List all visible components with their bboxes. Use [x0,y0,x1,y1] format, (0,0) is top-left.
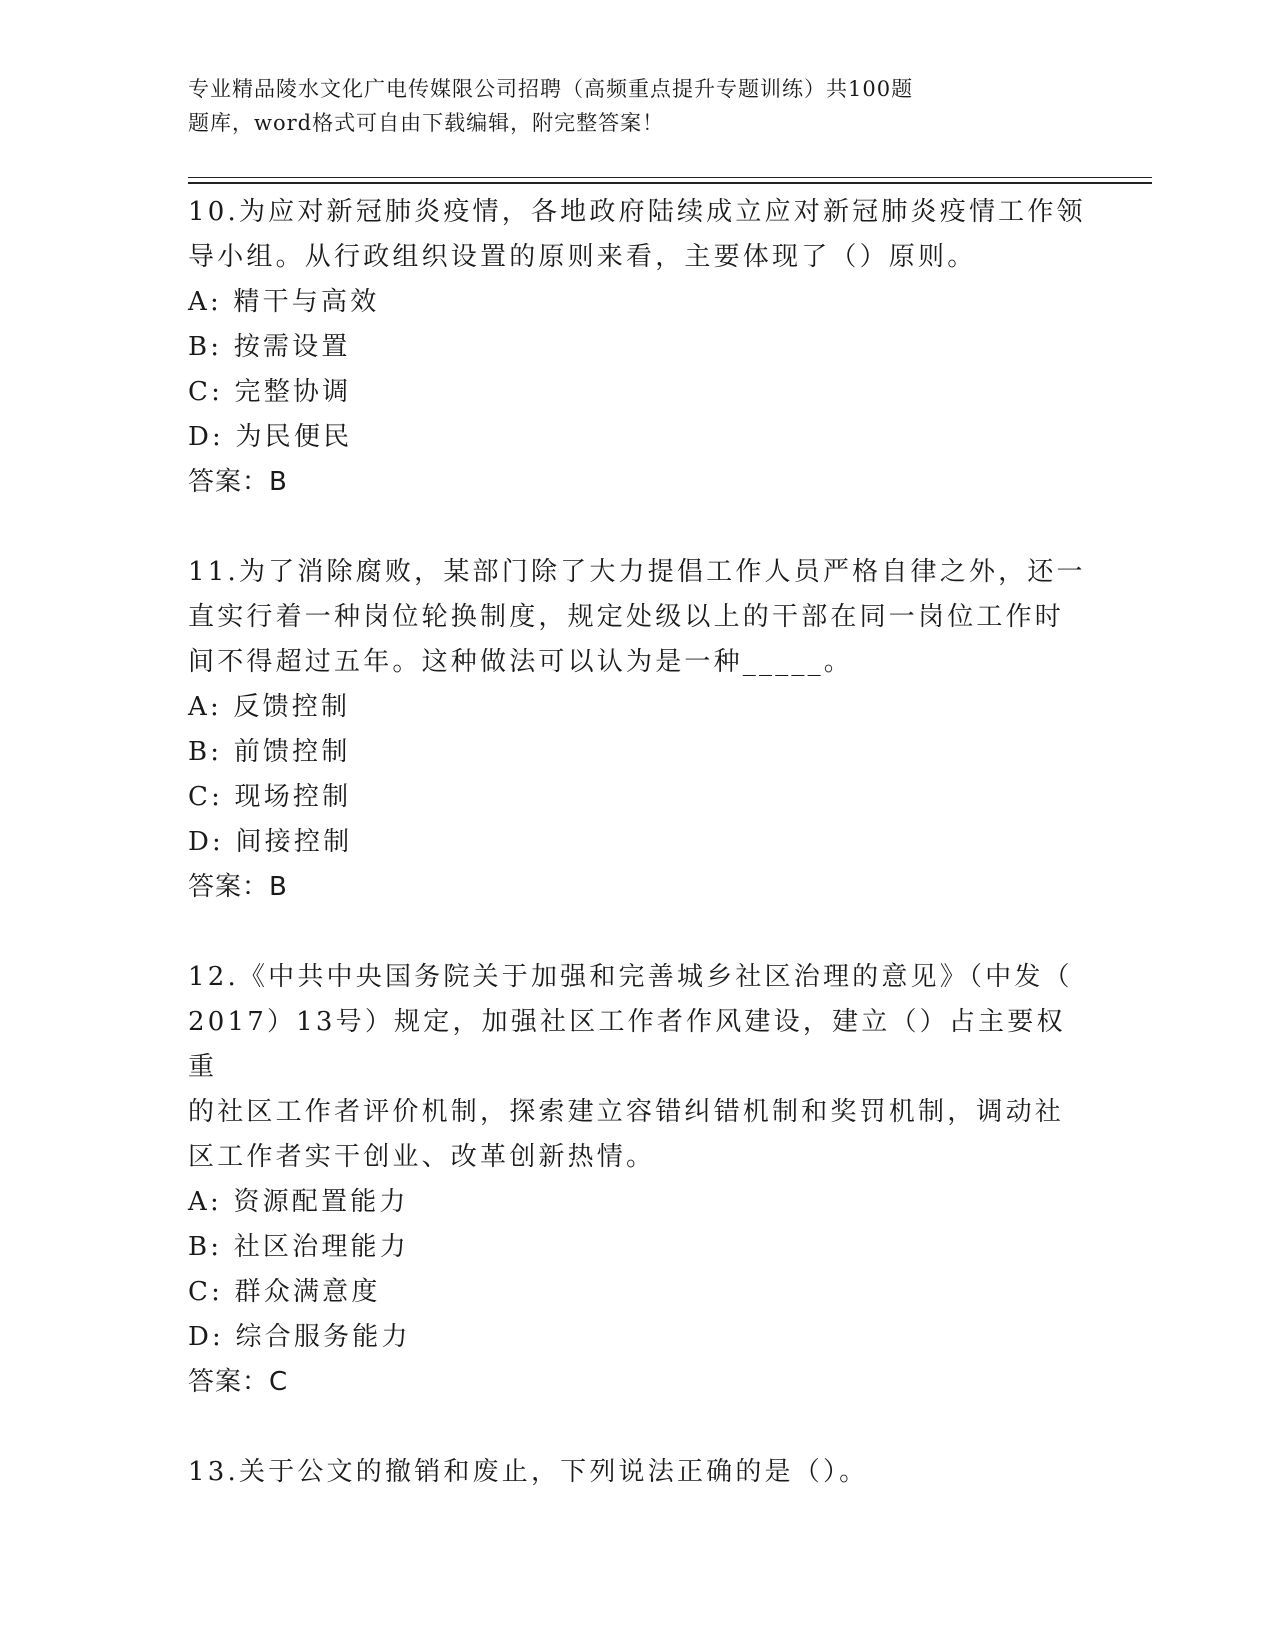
question-stem-line: 导小组。从行政组织设置的原则来看，主要体现了（）原则。 [188,242,977,272]
question-stem-line: 11.为了消除腐败，某部门除了大力提倡工作人员严格自律之外，还一 [188,557,1086,587]
answer-line: 答案：B [188,872,288,902]
option-b: B: 按需设置 [188,332,351,362]
question-11 [188,550,1088,910]
question-10 [188,190,1088,505]
question-13 [188,1450,1088,1495]
question-stem-line: 2017）13号）规定，加强社区工作者作风建设，建立（）占主要权重 [188,1007,1066,1082]
option-a: A: 反馈控制 [188,692,351,722]
question-stem-line: 间不得超过五年。这种做法可以认为是一种_____。 [188,647,854,677]
option-d: D: 综合服务能力 [188,1322,411,1352]
option-c: C: 群众满意度 [188,1277,381,1307]
option-d: D: 为民便民 [188,422,353,452]
question-stem-line: 13.关于公文的撤销和废止，下列说法正确的是（）。 [188,1457,869,1487]
header-divider-thick [188,182,1152,184]
question-list [188,190,1088,1495]
header-line-1: 专业精品陵水文化广电传媒限公司招聘（高频重点提升专题训练）共100题 [188,77,914,101]
answer-line: 答案：B [188,467,288,497]
question-stem-line: 的社区工作者评价机制，探索建立容错纠错机制和奖罚机制，调动社 [188,1097,1065,1127]
option-b: B: 社区治理能力 [188,1232,409,1262]
spacer [188,1405,1088,1450]
spacer [188,910,1088,955]
question-12 [188,955,1088,1405]
question-stem-line: 10.为应对新冠肺炎疫情，各地政府陆续成立应对新冠肺炎疫情工作领 [188,197,1086,227]
option-a: A: 精干与高效 [188,287,380,317]
question-stem-line: 直实行着一种岗位轮换制度，规定处级以上的干部在同一岗位工作时 [188,602,1065,632]
option-c: C: 现场控制 [188,782,352,812]
answer-line: 答案：C [188,1367,289,1397]
option-c: C: 完整协调 [188,377,352,407]
header-divider-thin [188,177,1152,178]
question-stem-line: 区工作者实干创业、改革创新热情。 [188,1142,656,1172]
option-d: D: 间接控制 [188,827,353,857]
option-a: A: 资源配置能力 [188,1187,409,1217]
option-b: B: 前馈控制 [188,737,351,767]
header-line-2: 题库，word格式可自由下载编辑，附完整答案！ [188,111,665,135]
spacer [188,505,1088,550]
document-header [188,72,1048,140]
question-stem-line: 12.《中共中央国务院关于加强和完善城乡社区治理的意见》（中发（ [188,962,1073,992]
